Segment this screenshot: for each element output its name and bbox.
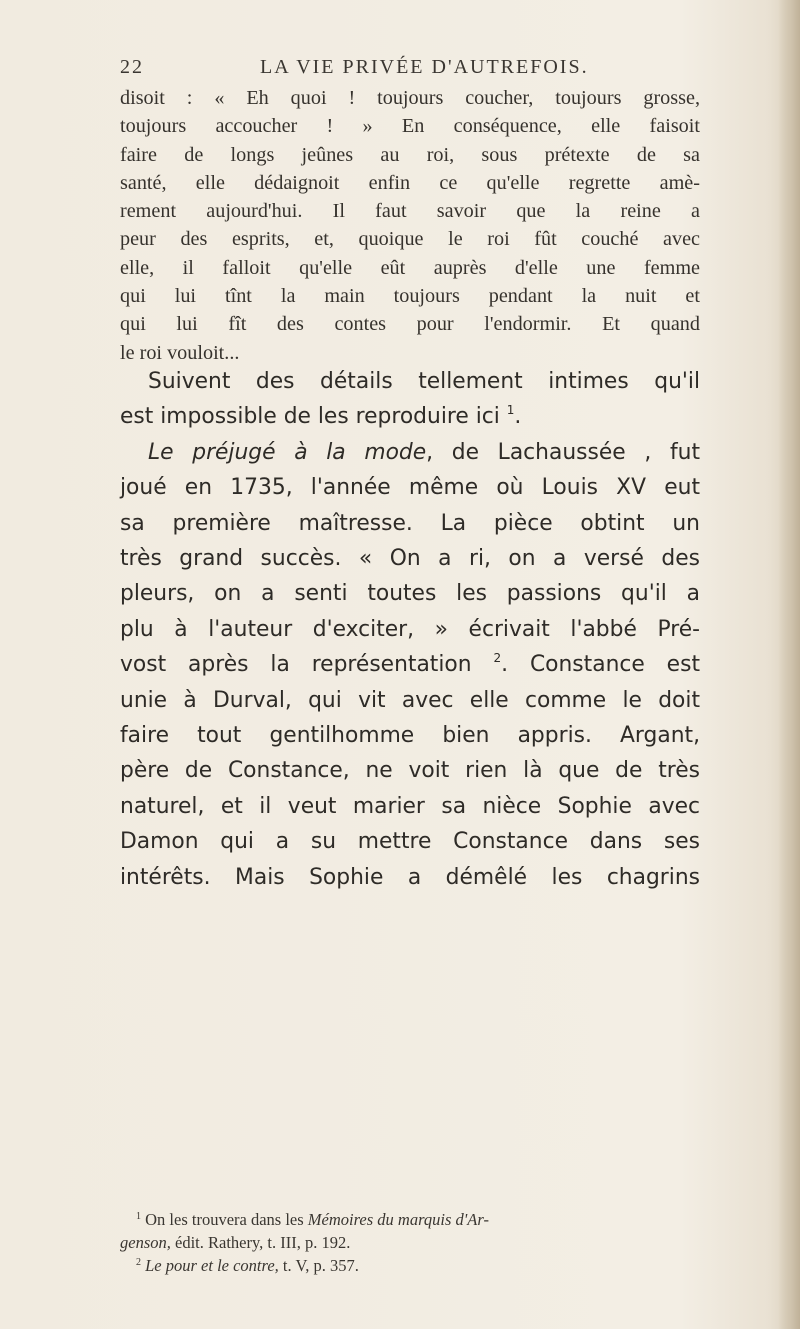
quote-line: toujours accoucher ! » En conséquence, elle faisoit <box>120 115 700 138</box>
quote-line: peur des esprits, et, quoique le roi fût couché avec <box>120 228 700 251</box>
body-line: père de Constance, ne voit rien là que de très <box>120 758 700 784</box>
quoted-passage <box>120 84 700 367</box>
body-line: est impossible de les reproduire ici $^1$. <box>120 403 522 430</box>
quote-line: qui lui fît des contes pour l'endormir. Et quand <box>120 313 700 336</box>
body-line: pleurs, on a senti toutes les passions qu'il a <box>120 581 700 607</box>
footnote-ref: 1 <box>506 403 515 418</box>
quote-line: santé, elle dédaignoit enfin ce qu'elle regrette amè- <box>120 171 700 194</box>
body-line: très grand succès. « On a ri, on a versé des <box>120 546 700 572</box>
body-text <box>120 364 700 895</box>
quote-line: qui lui tînt la main toujours pendant la nuit et <box>120 285 700 308</box>
body-line: faire tout gentilhomme bien appris. Argant, <box>120 723 700 749</box>
page-number: 22 <box>120 56 144 78</box>
body-line: intérêts. Mais Sophie a démêlé les chagrins <box>120 864 700 890</box>
page-header <box>120 56 700 86</box>
body-line: joué en 1735, l'année même où Louis XV eut <box>120 475 700 501</box>
quote-line: rement aujourd'hui. Il faut savoir que la reine a <box>120 200 700 223</box>
footnote-1-cont: genson, édit. Rathery, t. III, p. 192. <box>120 1233 351 1252</box>
quote-line: disoit : « Eh quoi ! toujours coucher, toujours grosse, <box>120 87 700 109</box>
body-line: unie à Durval, qui vit avec elle comme le doit <box>120 687 700 713</box>
quote-line: le roi vouloit... <box>120 341 240 364</box>
footnote-2: $^2$ Le pour et le contre, t. V, p. 357. <box>136 1256 359 1275</box>
running-title: LA VIE PRIVÉE D'AUTREFOIS. <box>260 56 589 78</box>
body-line: Damon qui a su mettre Constance dans ses <box>120 829 700 855</box>
body-line: naturel, et il veut marier sa nièce Sophie avec <box>120 793 700 819</box>
page-edge-shadow <box>778 0 800 1329</box>
quote-line: elle, il falloit qu'elle eût auprès d'elle une femme <box>120 256 700 279</box>
footnote-1: $^1$ On les trouvera dans les Mémoires du marquis d'Ar- <box>136 1210 489 1229</box>
footnote-ref: 2 <box>493 651 502 666</box>
body-line: sa première maîtresse. La pièce obtint un <box>120 510 700 536</box>
quote-line: faire de longs jeûnes au roi, sous prétexte de sa <box>120 143 700 166</box>
footnotes <box>120 1208 700 1277</box>
play-title: Le préjugé à la mode <box>148 439 427 465</box>
body-line: Le préjugé à la mode, de Lachaussée , fut <box>148 439 700 465</box>
body-line: vost après la représentation $^2$. Constance est <box>120 651 700 678</box>
body-line: Suivent des détails tellement intimes qu'il <box>148 369 700 394</box>
body-line: plu à l'auteur d'exciter, » écrivait l'abbé Pré- <box>120 616 700 642</box>
